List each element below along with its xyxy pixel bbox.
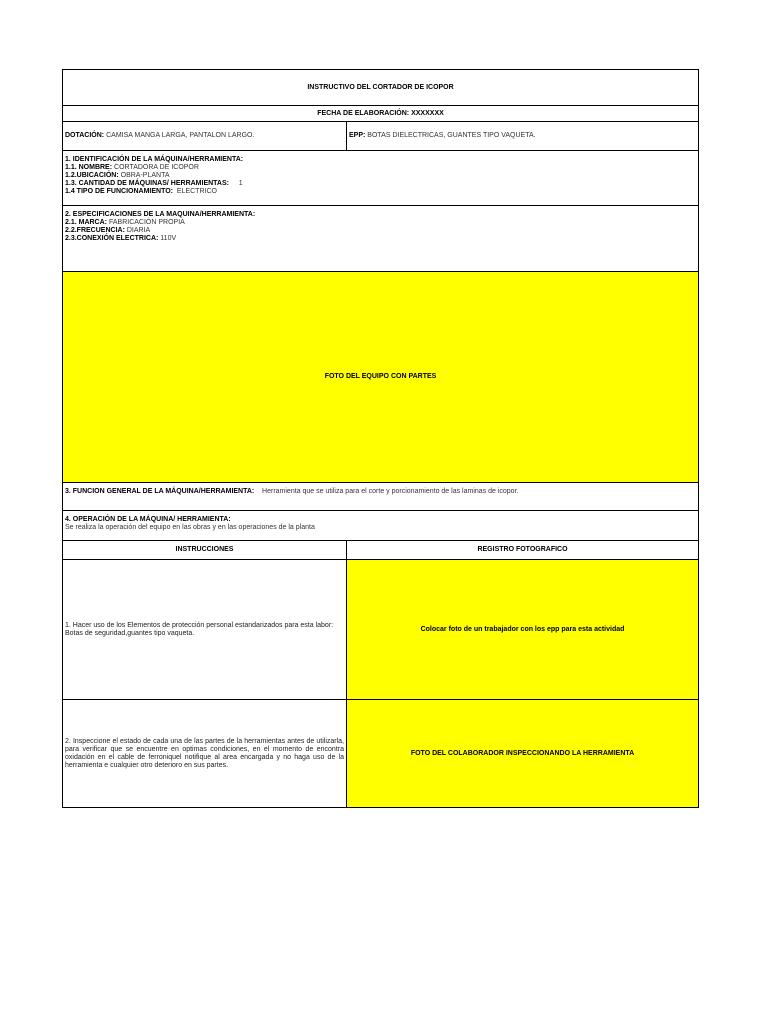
ident-row: 1.1. NOMBRE: CORTADORA DE ICOPOR [65, 164, 199, 171]
instruccion-2: 2. Inspeccione el estado de cada una de las partes de la herramientas antes de utilizarla, para verificar que se encuentre en optimas condiciones, en el momento de encontra oxidación en el cable de ferroniquel notifique al area encargada y no haga uso de la herramienta e cualquier otro deterioro en sus partes. [63, 700, 347, 808]
epp-cell [347, 122, 699, 151]
espec-row: 2.3.CONEXIÓN ELECTRICA: 110V [65, 235, 177, 242]
espec-row: 2.2.FRECUENCIA: DIARIA [65, 227, 151, 234]
fecha-label: FECHA DE ELABORACIÓN: [317, 109, 410, 117]
dotacion-value: CAMISA MANGA LARGA, PANTALON LARGO. [104, 132, 255, 139]
instruccion-1: 1. Hacer uso de los Elementos de protección personal estandarizados para esta labor: Botas de seguridad,guantes tipo vaqueta. [63, 560, 347, 700]
funcion-label: 3. FUNCION GENERAL DE LA MÁQUINA/HERRAMIENTA: [65, 488, 255, 495]
foto-equipo-placeholder: FOTO DEL EQUIPO CON PARTES [63, 272, 699, 483]
table-row [63, 700, 699, 808]
ident-row: 1.4 TIPO DE FUNCIONAMIENTO: ELECTRICO [65, 188, 217, 195]
funcion-section [63, 483, 699, 511]
header-instrucciones: INSTRUCCIONES [63, 541, 347, 560]
operacion-value: Se realiza la operación del equipo en las obras y en las operaciones de la planta [65, 524, 315, 531]
table-row [63, 560, 699, 700]
foto-placeholder-1: Colocar foto de un trabajador con los epp para esta actividad [347, 560, 699, 700]
foto-placeholder-2: FOTO DEL COLABORADOR INSPECCIONANDO LA HERRAMIENTA [347, 700, 699, 808]
ident-row: 1.2.UBICACIÓN: OBRA-PLANTA [65, 172, 170, 179]
epp-value: BOTAS DIELECTRICAS, GUANTES TIPO VAQUETA. [365, 132, 536, 139]
dotacion-cell [63, 122, 347, 151]
fecha-elaboracion [63, 106, 699, 122]
header-registro-fotografico: REGISTRO FOTOGRAFICO [347, 541, 699, 560]
funcion-value: Herramienta que se utiliza para el corte y porcionamiento de las laminas de icopor. [254, 488, 519, 495]
epp-label: EPP: [349, 132, 366, 139]
identificacion-heading: 1. IDENTIFICACIÓN DE LA MÁQUINA/HERRAMIENTA: [65, 156, 244, 163]
identificacion-section [63, 151, 699, 206]
especificaciones-section [63, 206, 699, 272]
especificaciones-heading: 2. ESPECIFICACIONES DE LA MAQUINA/HERRAMIENTA: [65, 211, 256, 218]
fecha-value: XXXXXXX [411, 109, 444, 117]
operacion-section [63, 511, 699, 541]
dotacion-label: DOTACIÓN: [65, 132, 105, 139]
espec-row: 2.1. MARCA: FABRICACIÓN PROPIA [65, 219, 185, 226]
document-title: INSTRUCTIVO DEL CORTADOR DE ICOPOR [63, 70, 699, 106]
ident-row: 1.3. CANTIDAD DE MÁQUINAS/ HERRAMIENTAS: 1 [65, 180, 243, 187]
instructivo-sheet [62, 69, 699, 808]
operacion-label: 4. OPERACIÓN DE LA MÁQUINA/ HERRAMIENTA: [65, 516, 231, 523]
